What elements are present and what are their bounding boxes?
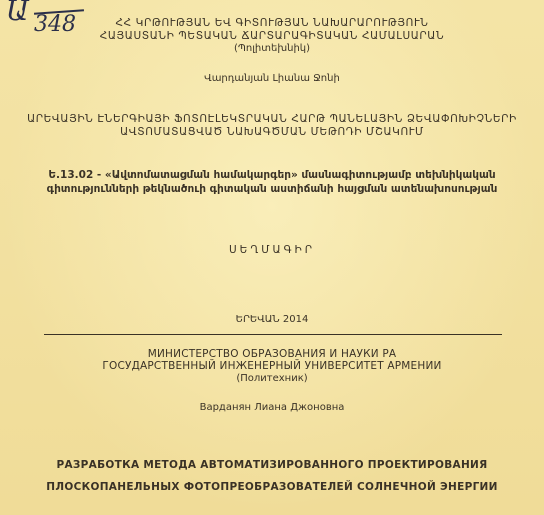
- russian-polytechnic: (Политехник): [236, 373, 308, 384]
- russian-ministry: МИНИСТЕРСТВО ОБРАЗОВАНИЯ И НАУКИ РА: [147, 348, 397, 360]
- armenian-title-line1: ԱՐԵՎԱՅԻՆ ԷՆԵՐԳԻԱՅԻ ՖՈՏՈԷԼԵԿՏՐԱԿԱՆ ՀԱՐԹ ՊԱՆԵԼԱՅԻՆ ՁԵՎԱՓՈԽԻՉՆԵՐԻ: [27, 113, 517, 125]
- armenian-abstract-label: ՍԵՂՄԱԳԻՐ: [228, 244, 316, 256]
- russian-author: Варданян Лиана Джоновна: [199, 402, 345, 413]
- section-divider: [44, 334, 502, 335]
- armenian-specialty-line1: Ե.13.02 - «Ավտոմատացման համակարգեր» մասնագիտությամբ տեխնիկական: [48, 169, 496, 181]
- russian-title-line1: РАЗРАБОТКА МЕТОДА АВТОМАТИЗИРОВАННОГО ПРОЕКТИРОВАНИЯ: [56, 459, 488, 471]
- armenian-author: Վարդանյան Լիանա Ջոնի: [204, 73, 340, 84]
- russian-title-line2: ПЛОСКОПАНЕЛЬНЫХ ФОТОПРЕОБРАЗОВАТЕЛЕЙ СОЛНЕЧНОЙ ЭНЕРГИИ: [46, 481, 498, 493]
- russian-university: ГОСУДАРСТВЕННЫЙ ИНЖЕНЕРНЫЙ УНИВЕРСИТЕТ АРМЕНИИ: [102, 360, 442, 372]
- armenian-ministry: ՀՀ ԿՐԹՈՒԹՅԱՆ ԵՎ ԳԻՏՈՒԹՅԱՆ ՆԱԽԱՐԱՐՈՒԹՅՈՒՆ: [115, 17, 429, 29]
- armenian-city-year: ԵՐԵՎԱՆ 2014: [235, 314, 309, 325]
- armenian-university: ՀԱՅԱՍՏԱՆԻ ՊԵՏԱԿԱՆ ՃԱՐՏԱՐԱԳԻՏԱԿԱՆ ՀԱՄԱԼՍԱՐԱՆ: [99, 30, 445, 42]
- armenian-title-line2: ԱՎՏՈՄԱՏԱՑՎԱԾ ՆԱԽԱԳԾՄԱՆ ՄԵԹՈԴԻ ՄՇԱԿՈՒՄ: [120, 126, 424, 138]
- armenian-polytechnic: (Պոլիտեխնիկ): [233, 43, 311, 54]
- handwritten-letter: Ա: [6, 0, 30, 27]
- armenian-specialty-line2: գիտությունների թեկնածուի գիտական աստիճանի հայցման ատենախոսության: [46, 183, 498, 195]
- handwritten-number: 348: [34, 12, 76, 37]
